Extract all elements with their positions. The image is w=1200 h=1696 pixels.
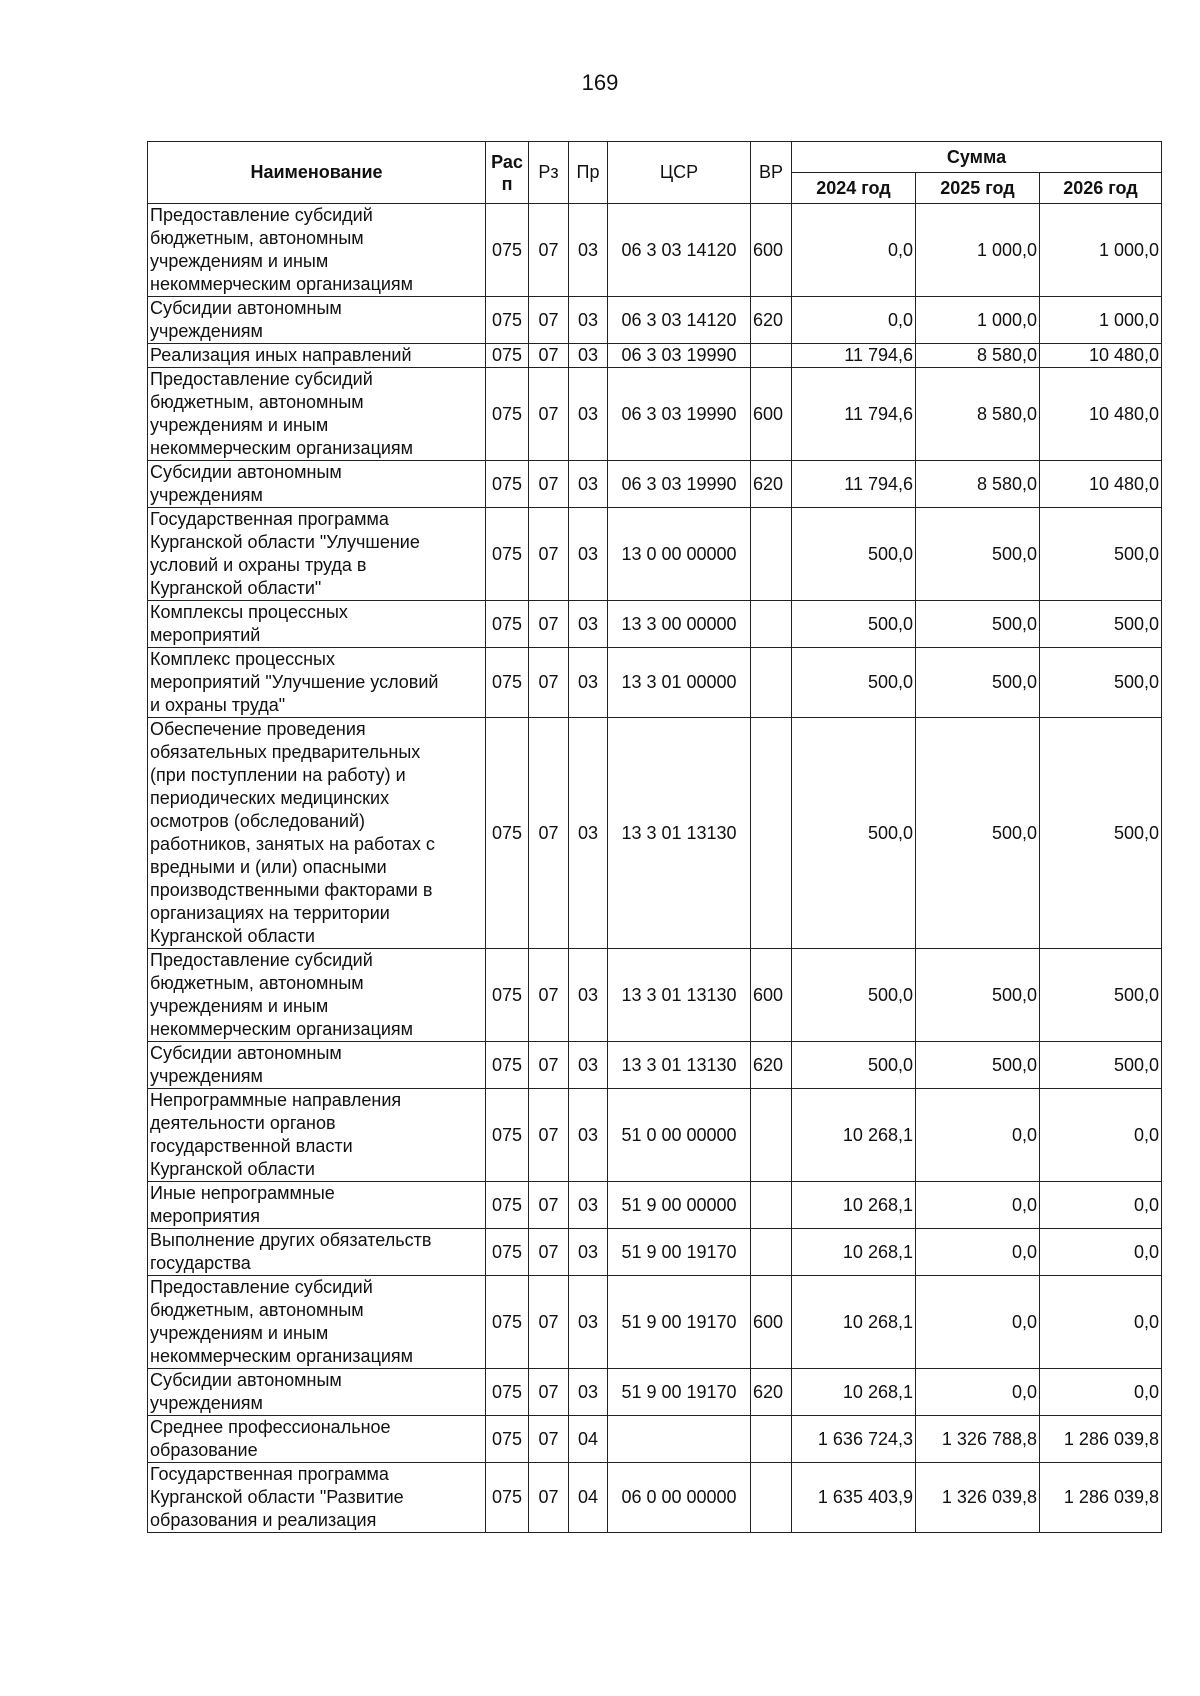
row-csr: 06 3 03 14120 — [608, 297, 751, 344]
row-csr: 06 3 03 14120 — [608, 204, 751, 297]
row-sum-2025: 500,0 — [916, 648, 1040, 718]
table-row — [148, 718, 1162, 949]
row-sum-2026: 1 286 039,8 — [1040, 1463, 1162, 1533]
row-sum-2026: 500,0 — [1040, 601, 1162, 648]
header-year-2025: 2025 год — [916, 173, 1040, 204]
table-row — [148, 1182, 1162, 1229]
row-pr: 03 — [569, 949, 608, 1042]
row-pr: 03 — [569, 1276, 608, 1369]
row-rz: 07 — [529, 368, 569, 461]
row-name: Субсидии автономным учреждениям — [148, 297, 486, 344]
row-csr: 51 0 00 00000 — [608, 1089, 751, 1182]
header-csr: ЦСР — [608, 142, 751, 204]
table-row — [148, 508, 1162, 601]
row-sum-2024: 500,0 — [792, 508, 916, 601]
row-sum-2025: 0,0 — [916, 1229, 1040, 1276]
row-rz: 07 — [529, 461, 569, 508]
row-rz: 07 — [529, 601, 569, 648]
row-name: Иные непрограммные мероприятия — [148, 1182, 486, 1229]
row-pr: 03 — [569, 1369, 608, 1416]
row-rz: 07 — [529, 1369, 569, 1416]
row-csr: 06 3 03 19990 — [608, 368, 751, 461]
row-vr: 600 — [751, 368, 792, 461]
row-vr — [751, 601, 792, 648]
row-sum-2026: 1 000,0 — [1040, 297, 1162, 344]
row-csr — [608, 1416, 751, 1463]
row-pr: 03 — [569, 1182, 608, 1229]
row-sum-2024: 0,0 — [792, 204, 916, 297]
row-csr: 06 0 00 00000 — [608, 1463, 751, 1533]
header-year-2026: 2026 год — [1040, 173, 1162, 204]
row-vr: 620 — [751, 461, 792, 508]
row-vr: 600 — [751, 204, 792, 297]
row-rasp: 075 — [486, 368, 529, 461]
table-row — [148, 1276, 1162, 1369]
row-name: Субсидии автономным учреждениям — [148, 1042, 486, 1089]
row-name: Предоставление субсидий бюджетным, автономным учреждениям и иным некоммерческим организациям — [148, 368, 486, 461]
row-sum-2024: 500,0 — [792, 601, 916, 648]
row-rz: 07 — [529, 297, 569, 344]
row-rasp: 075 — [486, 344, 529, 368]
row-vr: 620 — [751, 1042, 792, 1089]
row-vr — [751, 1089, 792, 1182]
row-sum-2025: 500,0 — [916, 949, 1040, 1042]
row-rz: 07 — [529, 508, 569, 601]
row-name: Непрограммные направления деятельности органов государственной власти Курганской области — [148, 1089, 486, 1182]
row-sum-2024: 10 268,1 — [792, 1276, 916, 1369]
row-pr: 03 — [569, 601, 608, 648]
row-pr: 03 — [569, 508, 608, 601]
row-csr: 13 3 01 13130 — [608, 1042, 751, 1089]
row-csr: 51 9 00 00000 — [608, 1182, 751, 1229]
row-csr: 06 3 03 19990 — [608, 344, 751, 368]
row-sum-2026: 500,0 — [1040, 648, 1162, 718]
row-sum-2024: 0,0 — [792, 297, 916, 344]
row-name: Предоставление субсидий бюджетным, автономным учреждениям и иным некоммерческим организациям — [148, 1276, 486, 1369]
row-sum-2024: 11 794,6 — [792, 344, 916, 368]
row-sum-2025: 1 000,0 — [916, 204, 1040, 297]
table-header — [148, 142, 1162, 204]
row-pr: 04 — [569, 1416, 608, 1463]
row-sum-2024: 500,0 — [792, 949, 916, 1042]
row-sum-2025: 500,0 — [916, 718, 1040, 949]
row-vr: 600 — [751, 1276, 792, 1369]
row-sum-2025: 0,0 — [916, 1276, 1040, 1369]
table-row — [148, 1463, 1162, 1533]
table-row — [148, 949, 1162, 1042]
row-vr — [751, 1182, 792, 1229]
row-vr — [751, 1463, 792, 1533]
row-csr: 13 3 01 00000 — [608, 648, 751, 718]
row-rasp: 075 — [486, 1416, 529, 1463]
row-vr — [751, 508, 792, 601]
row-rasp: 075 — [486, 508, 529, 601]
row-sum-2025: 1 326 788,8 — [916, 1416, 1040, 1463]
row-rasp: 075 — [486, 1182, 529, 1229]
table-row — [148, 1089, 1162, 1182]
row-sum-2024: 10 268,1 — [792, 1182, 916, 1229]
table-body — [148, 204, 1162, 1533]
row-rasp: 075 — [486, 461, 529, 508]
row-name: Предоставление субсидий бюджетным, автономным учреждениям и иным некоммерческим организациям — [148, 949, 486, 1042]
row-rasp: 075 — [486, 1369, 529, 1416]
row-rz: 07 — [529, 1182, 569, 1229]
row-vr — [751, 718, 792, 949]
row-sum-2025: 8 580,0 — [916, 368, 1040, 461]
row-name: Государственная программа Курганской области "Развитие образования и реализация — [148, 1463, 486, 1533]
row-csr: 06 3 03 19990 — [608, 461, 751, 508]
row-sum-2025: 500,0 — [916, 508, 1040, 601]
table-row — [148, 297, 1162, 344]
row-name: Комплекс процессных мероприятий "Улучшение условий и охраны труда" — [148, 648, 486, 718]
row-sum-2024: 500,0 — [792, 648, 916, 718]
row-sum-2026: 500,0 — [1040, 718, 1162, 949]
row-name: Субсидии автономным учреждениям — [148, 461, 486, 508]
row-name: Субсидии автономным учреждениям — [148, 1369, 486, 1416]
row-sum-2025: 0,0 — [916, 1089, 1040, 1182]
row-rasp: 075 — [486, 601, 529, 648]
row-rz: 07 — [529, 949, 569, 1042]
row-rasp: 075 — [486, 1229, 529, 1276]
table-row — [148, 204, 1162, 297]
row-name: Среднее профессиональное образование — [148, 1416, 486, 1463]
row-sum-2026: 10 480,0 — [1040, 461, 1162, 508]
row-sum-2026: 500,0 — [1040, 949, 1162, 1042]
table-row — [148, 601, 1162, 648]
row-rz: 07 — [529, 718, 569, 949]
row-pr: 03 — [569, 461, 608, 508]
row-pr: 03 — [569, 368, 608, 461]
row-pr: 03 — [569, 297, 608, 344]
table-row — [148, 1042, 1162, 1089]
row-rz: 07 — [529, 1416, 569, 1463]
row-sum-2026: 500,0 — [1040, 1042, 1162, 1089]
row-name: Реализация иных направлений — [148, 344, 486, 368]
row-sum-2025: 8 580,0 — [916, 344, 1040, 368]
table-row — [148, 1416, 1162, 1463]
row-rz: 07 — [529, 1229, 569, 1276]
row-rz: 07 — [529, 1463, 569, 1533]
row-sum-2026: 500,0 — [1040, 508, 1162, 601]
row-sum-2026: 0,0 — [1040, 1089, 1162, 1182]
row-rz: 07 — [529, 1276, 569, 1369]
row-sum-2026: 1 286 039,8 — [1040, 1416, 1162, 1463]
header-rz: Рз — [529, 142, 569, 204]
row-rz: 07 — [529, 1042, 569, 1089]
row-vr — [751, 344, 792, 368]
table-row — [148, 368, 1162, 461]
row-vr: 620 — [751, 1369, 792, 1416]
row-rasp: 075 — [486, 949, 529, 1042]
row-rz: 07 — [529, 204, 569, 297]
row-vr — [751, 1416, 792, 1463]
row-sum-2026: 10 480,0 — [1040, 344, 1162, 368]
row-vr — [751, 648, 792, 718]
header-rasp: Рас п — [486, 142, 529, 204]
table-row — [148, 461, 1162, 508]
row-rasp: 075 — [486, 297, 529, 344]
row-sum-2025: 0,0 — [916, 1182, 1040, 1229]
row-sum-2024: 1 636 724,3 — [792, 1416, 916, 1463]
header-name: Наименование — [148, 142, 486, 204]
row-sum-2025: 500,0 — [916, 1042, 1040, 1089]
row-pr: 04 — [569, 1463, 608, 1533]
row-sum-2026: 10 480,0 — [1040, 368, 1162, 461]
row-sum-2025: 500,0 — [916, 601, 1040, 648]
row-rz: 07 — [529, 344, 569, 368]
row-name: Выполнение других обязательств государства — [148, 1229, 486, 1276]
row-sum-2024: 1 635 403,9 — [792, 1463, 916, 1533]
row-sum-2025: 1 326 039,8 — [916, 1463, 1040, 1533]
row-pr: 03 — [569, 1089, 608, 1182]
row-csr: 13 3 00 00000 — [608, 601, 751, 648]
row-rasp: 075 — [486, 1463, 529, 1533]
table-row — [148, 1229, 1162, 1276]
header-sum: Сумма — [792, 142, 1162, 173]
row-pr: 03 — [569, 204, 608, 297]
row-sum-2024: 10 268,1 — [792, 1089, 916, 1182]
row-csr: 13 3 01 13130 — [608, 718, 751, 949]
row-rasp: 075 — [486, 1089, 529, 1182]
row-name: Предоставление субсидий бюджетным, автономным учреждениям и иным некоммерческим организациям — [148, 204, 486, 297]
row-sum-2024: 10 268,1 — [792, 1369, 916, 1416]
row-pr: 03 — [569, 344, 608, 368]
row-sum-2026: 0,0 — [1040, 1229, 1162, 1276]
row-vr: 600 — [751, 949, 792, 1042]
row-sum-2025: 0,0 — [916, 1369, 1040, 1416]
row-sum-2024: 500,0 — [792, 718, 916, 949]
row-vr — [751, 1229, 792, 1276]
row-pr: 03 — [569, 648, 608, 718]
header-year-2024: 2024 год — [792, 173, 916, 204]
table-row — [148, 648, 1162, 718]
row-name: Обеспечение проведения обязательных предварительных (при поступлении на работу) и периодических медицинских осмотров (обследований) работников, занятых на работах с вредными и (или) опасными производственными факторами в организациях на территории Курганской области — [148, 718, 486, 949]
row-csr: 51 9 00 19170 — [608, 1276, 751, 1369]
row-rasp: 075 — [486, 204, 529, 297]
budget-table — [147, 141, 1162, 1533]
row-sum-2024: 10 268,1 — [792, 1229, 916, 1276]
row-csr: 13 3 01 13130 — [608, 949, 751, 1042]
row-rasp: 075 — [486, 718, 529, 949]
row-csr: 51 9 00 19170 — [608, 1229, 751, 1276]
row-sum-2024: 500,0 — [792, 1042, 916, 1089]
table-row — [148, 1369, 1162, 1416]
page-number: 169 — [581, 70, 619, 95]
row-sum-2026: 0,0 — [1040, 1276, 1162, 1369]
row-sum-2026: 0,0 — [1040, 1369, 1162, 1416]
row-rasp: 075 — [486, 1042, 529, 1089]
row-csr: 51 9 00 19170 — [608, 1369, 751, 1416]
row-vr: 620 — [751, 297, 792, 344]
row-pr: 03 — [569, 1042, 608, 1089]
row-rz: 07 — [529, 648, 569, 718]
row-sum-2026: 1 000,0 — [1040, 204, 1162, 297]
row-sum-2024: 11 794,6 — [792, 461, 916, 508]
row-sum-2026: 0,0 — [1040, 1182, 1162, 1229]
row-csr: 13 0 00 00000 — [608, 508, 751, 601]
row-rz: 07 — [529, 1089, 569, 1182]
row-pr: 03 — [569, 718, 608, 949]
row-pr: 03 — [569, 1229, 608, 1276]
row-name: Комплексы процессных мероприятий — [148, 601, 486, 648]
row-rasp: 075 — [486, 648, 529, 718]
row-rasp: 075 — [486, 1276, 529, 1369]
row-sum-2024: 11 794,6 — [792, 368, 916, 461]
row-name: Государственная программа Курганской области "Улучшение условий и охраны труда в Курганской области" — [148, 508, 486, 601]
row-sum-2025: 1 000,0 — [916, 297, 1040, 344]
header-pr: Пр — [569, 142, 608, 204]
header-vr: ВР — [751, 142, 792, 204]
row-sum-2025: 8 580,0 — [916, 461, 1040, 508]
table-row — [148, 344, 1162, 368]
